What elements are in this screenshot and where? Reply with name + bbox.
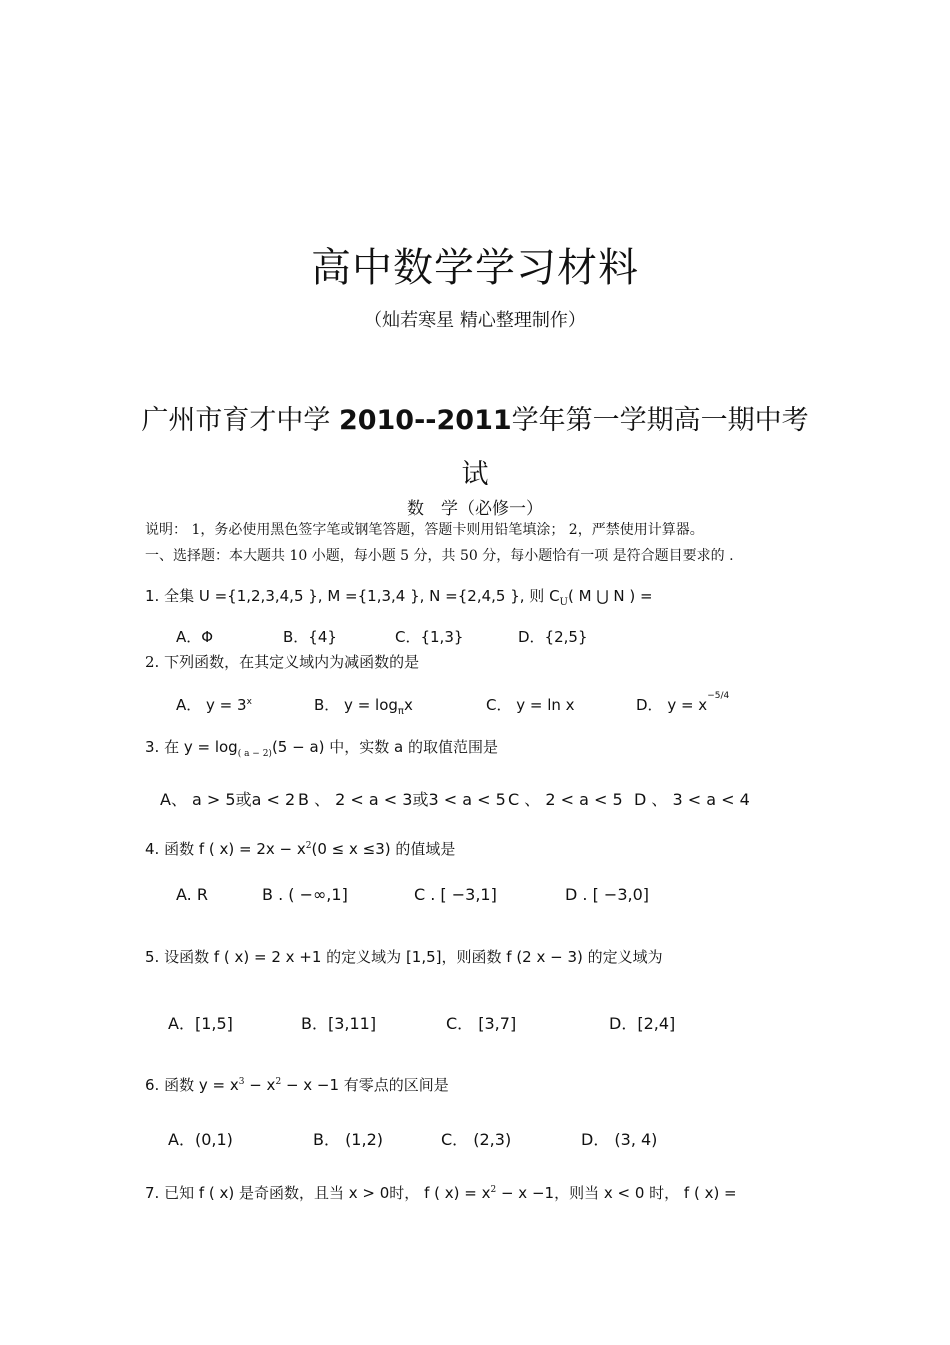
q4-option-c: C . [ −3,1] bbox=[414, 885, 497, 904]
q1-option-b: B．{4} bbox=[283, 628, 337, 646]
q3-option-a: A、 a > 5或a < 2 bbox=[160, 790, 296, 809]
q6-option-a: A．(0,1) bbox=[168, 1130, 233, 1149]
q5-option-d: D．[2,4] bbox=[609, 1014, 676, 1033]
q5-option-c: C． [3,7] bbox=[446, 1014, 517, 1033]
q2-option-b: B． $y = \log_\pi x$ bbox=[314, 696, 413, 717]
exam-title-year: 2010--2011 bbox=[338, 405, 512, 436]
q1-option-d: D．{2,5} bbox=[518, 628, 588, 646]
question-4: 4. 函数 f ( $x) = 2x - x^2(0 \le x \le 3)$ 的值域是 bbox=[145, 840, 456, 858]
q3-option-c: C 、 2 < a < 5 bbox=[508, 790, 623, 809]
question-5: 5. 设函数 f ( x) = 2 x +1 的定义域为 [1,5]，则函数 f (2 x − 3) 的定义域为 bbox=[145, 948, 663, 966]
q6-option-b: B． (1,2) bbox=[313, 1130, 383, 1149]
q3-option-d: D 、 3 < a < 4 bbox=[634, 790, 750, 809]
q4-option-d: D . [ −3,0] bbox=[565, 885, 649, 904]
q5-option-b: B．[3,11] bbox=[301, 1014, 377, 1033]
q1-option-c: C．{1,3} bbox=[395, 628, 464, 646]
material-title: 高中数学学习材料 bbox=[311, 245, 639, 291]
q4-option-b: B . ( −∞,1] bbox=[262, 885, 348, 904]
q3-option-b: B 、 2 < a < 3或3 < a < 5 bbox=[298, 790, 506, 809]
q6-option-d: D． (3, 4) bbox=[581, 1130, 658, 1149]
section-heading: 一、选择题：本大题共 10 小题，每小题 5 分，共 50 分，每小题恰有一项 是符合题目要求的 . bbox=[145, 548, 734, 564]
exam-title bbox=[0, 398, 950, 437]
material-subtitle: （灿若寒星 精心整理制作） bbox=[364, 310, 586, 331]
question-7: 7. 已知 f ( x) 是奇函数，且当 x > 0时， f ( $x) = x^2 - x -1$，则当 x < 0 时， f ( x) = bbox=[145, 1184, 737, 1202]
question-2: 2. 下列函数，在其定义域内为减函数的是 bbox=[145, 653, 420, 671]
q2-option-d: D． $y = x^{-5/4}$ bbox=[636, 691, 730, 714]
q6-option-c: C． (2,3) bbox=[441, 1130, 512, 1149]
exam-title-school: 广州市育才中学 bbox=[141, 405, 331, 436]
q1-option-a: A．Φ bbox=[176, 628, 214, 646]
q4-option-a: A. R bbox=[176, 885, 208, 904]
exam-title-term: 学年第一学期高一期中考 bbox=[511, 405, 809, 436]
q5-option-a: A．[1,5] bbox=[168, 1014, 233, 1033]
q2-option-a: A． $y = 3^x$ bbox=[176, 696, 252, 714]
q2-option-c: C． y = ln x bbox=[486, 696, 575, 714]
question-6: 6. 函数 $y = x^3 - x^2 - x -1$ 有零点的区间是 bbox=[145, 1076, 449, 1094]
exam-instructions: 说明： 1，务必使用黑色签字笔或钢笔答题，答题卡则用铅笔填涂； 2，严禁使用计算器。 bbox=[145, 522, 704, 538]
question-1: 1. 全集 U ={1,2,3,4,5 }, M ={1,3,4 }, N ={2,4,5 }, 则 $C_U$( M ⋃ N ) = bbox=[145, 587, 653, 608]
question-3: 3. 在 $y = \log_{( a - 2)}(5 - a)$ 中，实数 a 的取值范围是 bbox=[145, 738, 498, 759]
exam-subject: 数 学（必修一） bbox=[407, 499, 543, 519]
exam-title-line2: 试 bbox=[461, 459, 489, 490]
